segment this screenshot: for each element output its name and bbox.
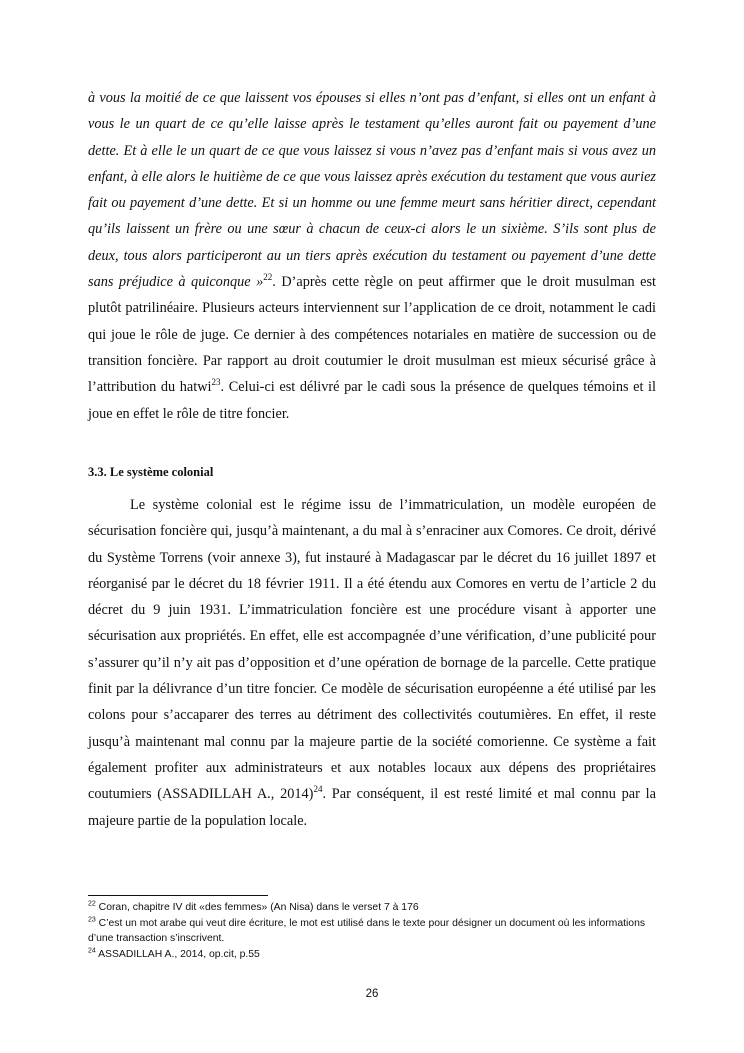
footnote-24	[88, 947, 658, 963]
paragraph-text: Le système colonial est le régime issu de l’immatriculation, un modèle européen de sécurisation foncière qui, jusqu’à maintenant, a du mal à s’enraciner aux Comores. Ce droit, dérivé du Système Torrens (voir annexe 3), fut instauré à Madagascar par le décret du 16 juillet 1897 et réorganisé par le décret du 18 février 1911. Il a été étendu aux Comores en vertu de l’article 2 du décret du 9 juin 1931. L’immatriculation foncière est une procédure visant à apporter une sécurisation aux propriétés. En effet, elle est accompagnée d’une vérification, d’une publicité pour s’assurer qu’il n’y ait pas d’opposition et d’une opération de bornage de la parcelle. Cette pratique finit par la délivrance d’un titre foncier. Ce modèle de sécurisation européenne a été utilisé par les colons pour s’accaparer des terres au détriment des collectivités coutumières. En effet, il reste jusqu’à maintenant mal connu par la majeure partie de la société comorienne. Ce système a fait également profiter aux administrateurs et aux notables locaux aux dépens des propriétaires coutumiers (ASSADILLAH A., 2014)	[88, 497, 656, 803]
paragraph-colonial-system	[88, 492, 656, 834]
footnote-number: 24	[88, 947, 96, 955]
footnote-separator	[88, 895, 268, 896]
footnote-text: Coran, chapitre IV dit «des femmes» (An Nisa) dans le verset 7 à 176	[95, 902, 419, 913]
section-heading: 3.3. Le système colonial	[88, 465, 214, 479]
paragraph-text: . Par conséquent, il est resté limité et mal connu par la majeure partie de la population locale.	[88, 786, 656, 829]
footnote-text: ASSADILLAH A., 2014, op.cit, p.55	[95, 948, 260, 960]
paragraph-text: . Celui-ci est délivré par le cadi sous la présence de quelques témoins et il joue en effet le rôle de titre foncier.	[88, 379, 656, 422]
page-number: 26	[365, 988, 379, 1000]
footnote-23	[88, 916, 658, 947]
footnote-ref-22[interactable]: 22	[263, 272, 273, 283]
footnote-22	[88, 900, 658, 916]
quran-quote: à vous la moitié de ce que laissent vos épouses si elles n’ont pas d’enfant, si elles ont un enfant à vous le un quart de ce qu’elle laisse après le testament qu’elles auront fait ou payement d’une dette. Et à elle le un quart de ce que vous laissez si vous n’avez pas d’enfant mais si vous avez un enfant, à elle alors le huitième de ce que vous laissez après exécution du testament que vous auriez fait ou payement d’une dette. Et si un homme ou une femme meurt sans héritier direct, cependant qu’ils laissent un frère ou une sœur à chacun de ceux-ci alors le un sixième. S’ils sont plus de deux, tous alors participeront au un tiers après exécution du testament ou payement d’une dette sans préjudice à quiconque »	[88, 90, 656, 291]
footnote-ref-23[interactable]: 23	[211, 377, 221, 388]
paragraph-text: . D’après cette règle on peut affirmer que le droit musulman est plutôt patrilinéaire. Plusieurs acteurs interviennent sur l’application de ce droit, notamment le cadi qui joue le rôle de juge. Ce dernier à des compétences notariales en matière de succession ou de transition foncière. Par rapport au droit coutumier le droit musulman est mieux sécurisé grâce à l’attribution du hatwi	[88, 274, 656, 396]
paragraph-islamic-law	[88, 85, 656, 427]
footnote-text: C’est un mot arabe qui veut dire écriture, le mot est utilisé dans le texte pour désigner un document où les informations d’une transaction s’inscrivent.	[88, 917, 646, 944]
footnote-ref-24[interactable]: 24	[313, 784, 323, 795]
footnotes	[88, 900, 658, 962]
footnote-number: 23	[88, 916, 96, 924]
footnote-number: 22	[88, 900, 96, 908]
